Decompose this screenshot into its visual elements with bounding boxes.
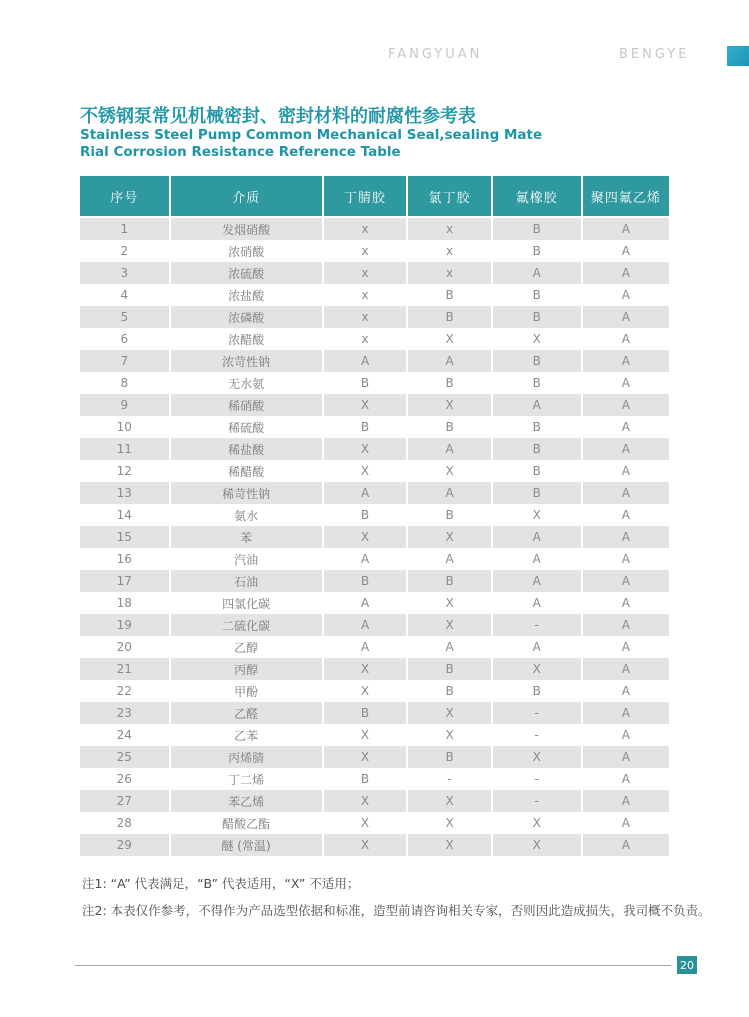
table-row [80, 724, 669, 746]
table-row [80, 636, 669, 658]
medium-cell: 甲酚 [170, 680, 323, 702]
column-header: 氟橡胶 [492, 176, 582, 217]
row-index-cell: 20 [80, 636, 170, 658]
rating-cell: A [582, 240, 669, 262]
seal-table-head [80, 176, 669, 217]
rating-cell: A [582, 768, 669, 790]
rating-cell: x [323, 217, 408, 240]
rating-cell: A [323, 548, 408, 570]
row-index-cell: 5 [80, 306, 170, 328]
rating-cell: x [323, 240, 408, 262]
row-index-cell: 22 [80, 680, 170, 702]
row-index-cell: 17 [80, 570, 170, 592]
page-title-en-line1: Stainless Steel Pump Common Mechanical Seal,sealing Mate [80, 127, 543, 143]
rating-cell: A [492, 636, 582, 658]
rating-cell: B [323, 702, 408, 724]
table-row [80, 658, 669, 680]
row-index-cell: 7 [80, 350, 170, 372]
medium-cell: 浓硝酸 [170, 240, 323, 262]
table-row [80, 482, 669, 504]
rating-cell: A [582, 614, 669, 636]
rating-cell: A [582, 834, 669, 856]
rating-cell: X [407, 834, 491, 856]
rating-cell: B [407, 372, 491, 394]
rating-cell: X [492, 504, 582, 526]
rating-cell: A [582, 284, 669, 306]
rating-cell: A [582, 702, 669, 724]
note-1: 注1: “A” 代表满足，“B” 代表适用，“X” 不适用； [82, 876, 360, 891]
table-row [80, 328, 669, 350]
table-row [80, 746, 669, 768]
rating-cell: X [407, 526, 491, 548]
rating-cell: X [323, 834, 408, 856]
rating-cell: x [323, 284, 408, 306]
table-row [80, 680, 669, 702]
medium-cell: 乙醛 [170, 702, 323, 724]
rating-cell: A [323, 482, 408, 504]
rating-cell: A [582, 262, 669, 284]
medium-cell: 石油 [170, 570, 323, 592]
rating-cell: B [407, 570, 491, 592]
table-row [80, 526, 669, 548]
rating-cell: X [323, 394, 408, 416]
rating-cell: A [582, 416, 669, 438]
medium-cell: 醚 (常温) [170, 834, 323, 856]
medium-cell: 四氯化碳 [170, 592, 323, 614]
medium-cell: 稀苛性钠 [170, 482, 323, 504]
rating-cell: A [582, 658, 669, 680]
rating-cell: B [492, 284, 582, 306]
row-index-cell: 27 [80, 790, 170, 812]
rating-cell: A [582, 217, 669, 240]
medium-cell: 二硫化碳 [170, 614, 323, 636]
medium-cell: 浓苛性钠 [170, 350, 323, 372]
rating-cell: x [407, 240, 491, 262]
rating-cell: X [323, 790, 408, 812]
row-index-cell: 25 [80, 746, 170, 768]
medium-cell: 浓醋酸 [170, 328, 323, 350]
rating-cell: B [323, 372, 408, 394]
table-row [80, 614, 669, 636]
rating-cell: A [407, 438, 491, 460]
rating-cell: B [323, 416, 408, 438]
row-index-cell: 18 [80, 592, 170, 614]
medium-cell: 苯乙烯 [170, 790, 323, 812]
table-row [80, 416, 669, 438]
rating-cell: A [582, 548, 669, 570]
row-index-cell: 4 [80, 284, 170, 306]
page-title-en [80, 127, 542, 161]
rating-cell: - [492, 768, 582, 790]
rating-cell: - [492, 724, 582, 746]
rating-cell: B [323, 504, 408, 526]
corner-accent-square [727, 46, 749, 66]
medium-cell: 醋酸乙酯 [170, 812, 323, 834]
rating-cell: B [323, 570, 408, 592]
rating-cell: B [407, 680, 491, 702]
rating-cell: A [323, 592, 408, 614]
rating-cell: A [492, 526, 582, 548]
medium-cell: 发烟硝酸 [170, 217, 323, 240]
page-number-badge: 20 [677, 956, 697, 974]
rating-cell: X [407, 790, 491, 812]
rating-cell: A [582, 438, 669, 460]
medium-cell: 稀醋酸 [170, 460, 323, 482]
header-row [80, 176, 669, 217]
rating-cell: X [323, 460, 408, 482]
rating-cell: - [407, 768, 491, 790]
rating-cell: B [407, 284, 491, 306]
rating-cell: A [323, 636, 408, 658]
rating-cell: A [492, 570, 582, 592]
row-index-cell: 16 [80, 548, 170, 570]
row-index-cell: 29 [80, 834, 170, 856]
table-row [80, 592, 669, 614]
rating-cell: B [323, 768, 408, 790]
medium-cell: 浓磷酸 [170, 306, 323, 328]
medium-cell: 乙醇 [170, 636, 323, 658]
rating-cell: B [492, 460, 582, 482]
rating-cell: A [492, 548, 582, 570]
rating-cell: X [492, 746, 582, 768]
medium-cell: 丙醇 [170, 658, 323, 680]
rating-cell: A [407, 548, 491, 570]
rating-cell: A [582, 570, 669, 592]
rating-cell: A [582, 680, 669, 702]
column-header: 序号 [80, 176, 170, 217]
rating-cell: B [407, 306, 491, 328]
table-row [80, 262, 669, 284]
brand-fangyuan: FANGYUAN [388, 47, 483, 62]
rating-cell: A [582, 306, 669, 328]
rating-cell: A [582, 328, 669, 350]
rating-cell: X [323, 746, 408, 768]
rating-cell: X [492, 328, 582, 350]
medium-cell: 稀硫酸 [170, 416, 323, 438]
rating-cell: x [407, 217, 491, 240]
row-index-cell: 9 [80, 394, 170, 416]
rating-cell: X [407, 460, 491, 482]
medium-cell: 丁二烯 [170, 768, 323, 790]
rating-cell: A [582, 394, 669, 416]
rating-cell: X [407, 592, 491, 614]
rating-cell: X [323, 526, 408, 548]
rating-cell: A [582, 592, 669, 614]
rating-cell: A [492, 394, 582, 416]
rating-cell: A [582, 372, 669, 394]
table-row [80, 790, 669, 812]
rating-cell: - [492, 702, 582, 724]
table-row [80, 240, 669, 262]
medium-cell: 苯 [170, 526, 323, 548]
rating-cell: B [407, 658, 491, 680]
medium-cell: 汽油 [170, 548, 323, 570]
row-index-cell: 10 [80, 416, 170, 438]
rating-cell: B [492, 240, 582, 262]
rating-cell: B [492, 217, 582, 240]
table-row [80, 394, 669, 416]
rating-cell: X [407, 328, 491, 350]
medium-cell: 丙烯腈 [170, 746, 323, 768]
footer-divider [75, 965, 671, 966]
rating-cell: X [323, 438, 408, 460]
table-row [80, 570, 669, 592]
row-index-cell: 3 [80, 262, 170, 284]
rating-cell: B [492, 482, 582, 504]
rating-cell: A [582, 812, 669, 834]
rating-cell: X [407, 702, 491, 724]
rating-cell: X [407, 812, 491, 834]
medium-cell: 稀硝酸 [170, 394, 323, 416]
rating-cell: - [492, 790, 582, 812]
page-title-zh: 不锈钢泵常见机械密封、密封材料的耐腐性参考表 [80, 106, 476, 127]
rating-cell: A [323, 350, 408, 372]
rating-cell: B [492, 306, 582, 328]
row-index-cell: 8 [80, 372, 170, 394]
row-index-cell: 14 [80, 504, 170, 526]
rating-cell: B [407, 504, 491, 526]
page-title-en-line2: Rial Corrosion Resistance Reference Table [80, 144, 401, 160]
corrosion-table-wrapper [80, 176, 669, 856]
column-header: 聚四氟乙烯 [582, 176, 669, 217]
rating-cell: X [323, 658, 408, 680]
rating-cell: B [407, 416, 491, 438]
table-row [80, 217, 669, 240]
row-index-cell: 2 [80, 240, 170, 262]
row-index-cell: 6 [80, 328, 170, 350]
rating-cell: A [582, 482, 669, 504]
column-header: 介质 [170, 176, 323, 217]
table-row [80, 438, 669, 460]
rating-cell: x [407, 262, 491, 284]
rating-cell: A [582, 460, 669, 482]
table-row [80, 834, 669, 856]
table-row [80, 812, 669, 834]
row-index-cell: 11 [80, 438, 170, 460]
table-row [80, 372, 669, 394]
table-row [80, 350, 669, 372]
rating-cell: - [492, 614, 582, 636]
rating-cell: A [492, 262, 582, 284]
rating-cell: X [407, 724, 491, 746]
rating-cell: A [582, 790, 669, 812]
rating-cell: X [323, 812, 408, 834]
rating-cell: A [582, 350, 669, 372]
rating-cell: X [323, 680, 408, 702]
medium-cell: 氨水 [170, 504, 323, 526]
seal-table-body [80, 217, 669, 856]
rating-cell: X [492, 812, 582, 834]
rating-cell: B [492, 438, 582, 460]
rating-cell: B [492, 680, 582, 702]
table-row [80, 548, 669, 570]
rating-cell: A [582, 746, 669, 768]
table-row [80, 460, 669, 482]
rating-cell: X [323, 724, 408, 746]
row-index-cell: 23 [80, 702, 170, 724]
table-row [80, 504, 669, 526]
rating-cell: A [407, 636, 491, 658]
rating-cell: A [582, 504, 669, 526]
rating-cell: A [582, 526, 669, 548]
rating-cell: X [407, 614, 491, 636]
row-index-cell: 28 [80, 812, 170, 834]
rating-cell: A [407, 350, 491, 372]
row-index-cell: 21 [80, 658, 170, 680]
rating-cell: A [582, 724, 669, 746]
medium-cell: 稀盐酸 [170, 438, 323, 460]
medium-cell: 乙苯 [170, 724, 323, 746]
medium-cell: 浓硫酸 [170, 262, 323, 284]
row-index-cell: 13 [80, 482, 170, 504]
rating-cell: B [492, 372, 582, 394]
medium-cell: 浓盐酸 [170, 284, 323, 306]
row-index-cell: 24 [80, 724, 170, 746]
rating-cell: A [582, 636, 669, 658]
rating-cell: B [407, 746, 491, 768]
rating-cell: A [407, 482, 491, 504]
rating-cell: X [407, 394, 491, 416]
row-index-cell: 19 [80, 614, 170, 636]
row-index-cell: 1 [80, 217, 170, 240]
rating-cell: x [323, 262, 408, 284]
brand-bengye: BENGYE [619, 47, 690, 62]
medium-cell: 无水氨 [170, 372, 323, 394]
seal-table [80, 176, 669, 856]
column-header: 氯丁胶 [407, 176, 491, 217]
note-2: 注2: 本表仅作参考，不得作为产品选型依据和标准，造型前请咨询相关专家，否则因此造成损失，我司概不负责。 [82, 903, 711, 918]
table-row [80, 702, 669, 724]
rating-cell: A [323, 614, 408, 636]
table-row [80, 768, 669, 790]
rating-cell: B [492, 416, 582, 438]
rating-cell: x [323, 306, 408, 328]
row-index-cell: 12 [80, 460, 170, 482]
column-header: 丁腈胶 [323, 176, 408, 217]
rating-cell: X [492, 834, 582, 856]
table-row [80, 284, 669, 306]
table-row [80, 306, 669, 328]
rating-cell: A [492, 592, 582, 614]
rating-cell: X [492, 658, 582, 680]
rating-cell: x [323, 328, 408, 350]
rating-cell: B [492, 350, 582, 372]
row-index-cell: 15 [80, 526, 170, 548]
row-index-cell: 26 [80, 768, 170, 790]
